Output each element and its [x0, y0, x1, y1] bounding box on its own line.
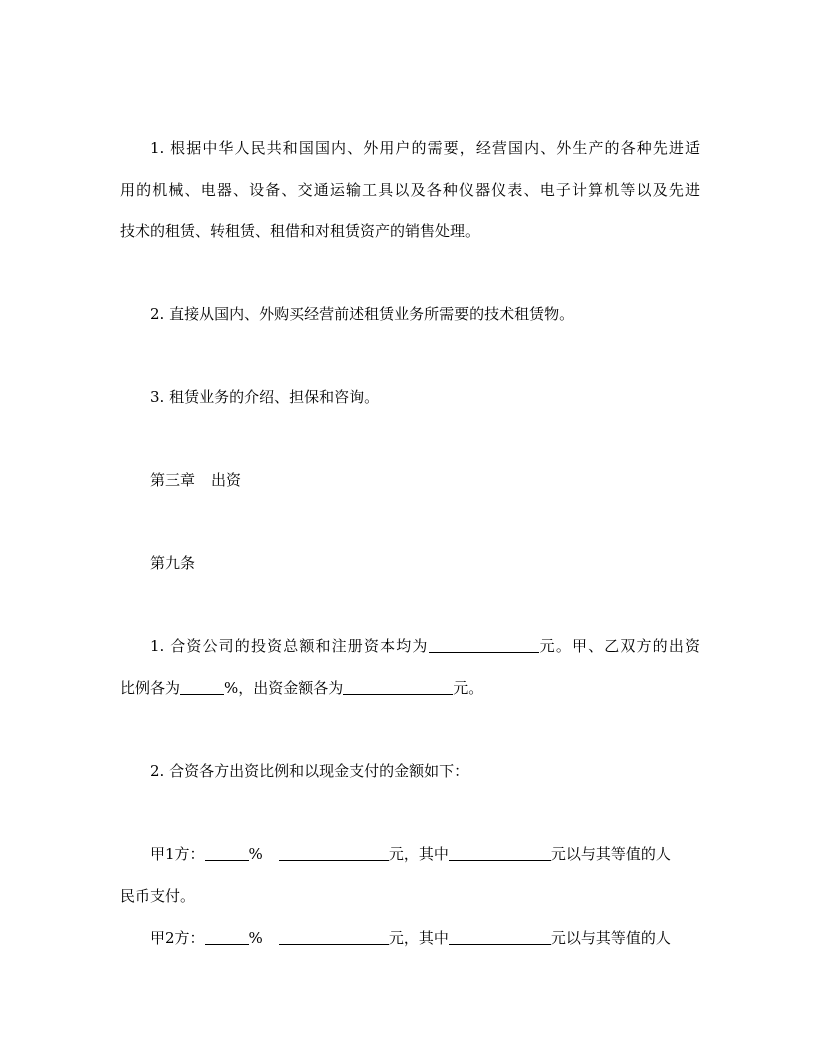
contribution-heading: 2. 合资各方出资比例和以现金支付的金额如下： — [150, 762, 470, 780]
party-1-amount-blank[interactable] — [279, 845, 389, 861]
total-investment-blank[interactable] — [429, 637, 539, 653]
item3: 3. 租赁业务的介绍、担保和咨询。 — [150, 388, 380, 406]
capital-line1-prefix: 1. 合资公司的投资总额和注册资本均为 — [150, 637, 429, 655]
party-2-percent-blank[interactable] — [205, 929, 249, 945]
party-1-line — [150, 844, 700, 864]
ratio-blank[interactable] — [180, 679, 224, 695]
capital-line1 — [150, 636, 700, 656]
capital-line2-prefix: 比例各为 — [120, 679, 181, 697]
amount-blank[interactable] — [343, 679, 453, 695]
party-1-cash-blank[interactable] — [449, 845, 551, 861]
item1-line1: 1. 根据中华人民共和国国内、外用户的需要，经营国内、外生产的各种先进适 — [150, 139, 700, 157]
capital-line1-suffix: 元。甲、乙双方的出资 — [538, 637, 700, 655]
party-2-cash-blank[interactable] — [449, 929, 551, 945]
party-1-yuan-text: 元，其中 — [388, 845, 449, 863]
capital-line2-suffix: 元。 — [453, 679, 484, 697]
party-1-continuation: 民币支付。 — [120, 887, 196, 905]
chapter-heading — [150, 470, 700, 490]
chapter-title: 出资 — [211, 471, 242, 489]
party-2-tail: 元以与其等值的人 — [550, 929, 671, 947]
party-1-percent-blank[interactable] — [205, 845, 249, 861]
chapter-number: 第三章 — [150, 471, 196, 489]
item1-line2: 用的机械、电器、设备、交通运输工具以及各种仪器仪表、电子计算机等以及先进 — [120, 181, 700, 199]
capital-line2-mid: %，出资金额各为 — [224, 679, 344, 697]
party-1-label: 甲1方： — [150, 845, 205, 863]
item1-line3: 技术的租赁、转租赁、租借和对租赁资产的销售处理。 — [120, 222, 481, 240]
party-1-tail: 元以与其等值的人 — [550, 845, 671, 863]
party-1-percent-sign: % — [248, 845, 263, 863]
party-2-percent-sign: % — [248, 929, 263, 947]
item2: 2. 直接从国内、外购买经营前述租赁业务所需要的技术租赁物。 — [150, 305, 575, 323]
party-2-label: 甲2方： — [150, 929, 205, 947]
party-2-amount-blank[interactable] — [279, 929, 389, 945]
party-2-line — [150, 928, 700, 948]
capital-line2 — [120, 678, 700, 698]
party-2-yuan-text: 元，其中 — [388, 929, 449, 947]
article-heading: 第九条 — [150, 554, 196, 572]
